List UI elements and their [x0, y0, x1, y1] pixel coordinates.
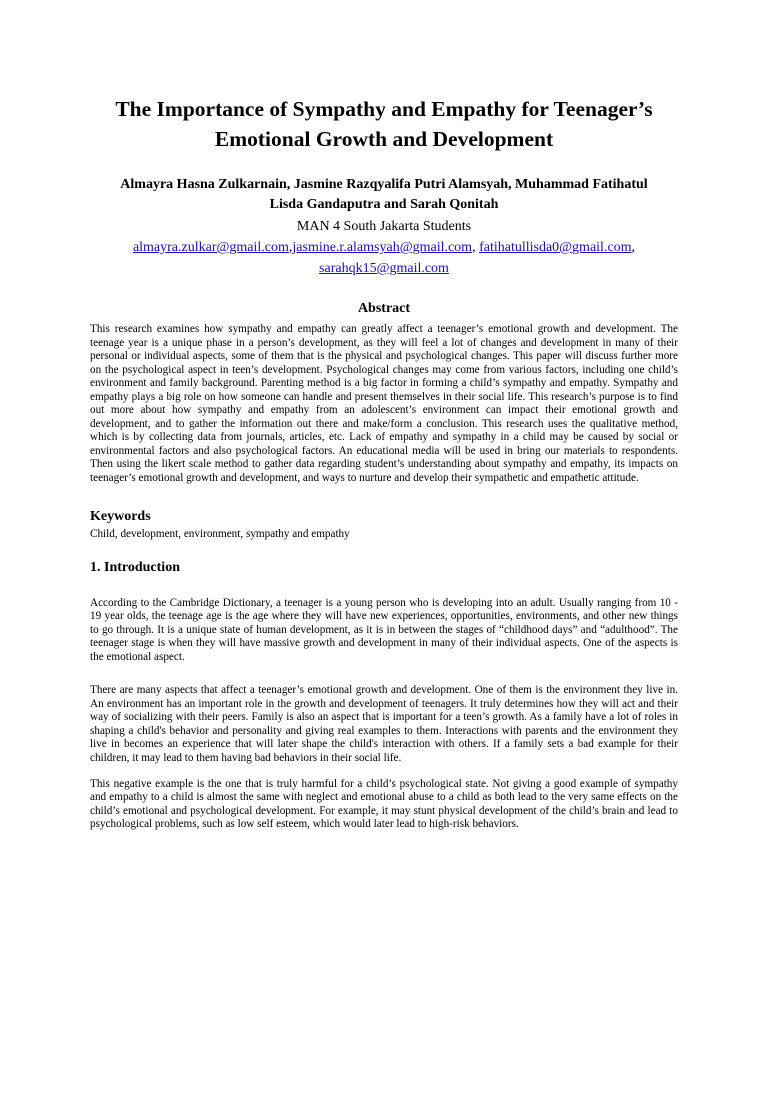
email-link-4[interactable]: sarahqk15@gmail.com — [319, 261, 449, 276]
authors-line-1: Almayra Hasna Zulkarnain, Jasmine Razqyalifa Putri Alamsyah, Muhammad Fatihatul — [120, 177, 648, 192]
paper-page — [0, 94, 768, 1118]
paper-title — [90, 94, 678, 154]
email-link-2[interactable]: jasmine.r.alamsyah@gmail.com — [292, 240, 473, 255]
title-line-1: The Importance of Sympathy and Empathy for Teenager’s — [115, 97, 653, 121]
emails-line-1: almayra.zulkar@gmail.com,jasmine.r.alamsyah@gmail.com, fatihatullisda0@gmail.com, — [132, 240, 636, 255]
keywords-heading: Keywords — [90, 508, 151, 524]
abstract-text: This research examines how sympathy and empathy can greatly affect a teenager’s emotional growth and development. The teenage year is a unique phase in a person’s development, as they will feel a lot of changes and development in many of their personal or individual aspects, some of them that is the physical and psychological changes. This paper will discuss further more on the psychological aspect in teen’s development. Psychological changes may come from various factors, including one child’s environment and family background. Parenting method is a big factor in forming a child’s sympathy and empathy. Sympathy and empathy plays a big role on how someone can handle and present themselves in their social life. This research’s purpose is to find out more about how sympathy and empathy from an adolescent’s environment can impact their emotional growth and development, and to gather the information out there and make/form a conclusion. This research uses the qualitative method, which is by collecting data from journals, articles, etc. Lack of empathy and sympathy in a child may be caused by social or environmental factors and also psychological factors. An educational media will be used in bring our materials to respondents. Then using the likert scale method to gather data regarding student’s understanding about sympathy and empathy, its impacts on teenager’s emotional growth and development, and ways to nurture and develop their sympathetic and empathetic attitude. — [90, 323, 678, 485]
email-link-3[interactable]: fatihatullisda0@gmail.com — [479, 240, 632, 255]
author-emails — [90, 237, 678, 279]
intro-paragraph-2: There are many aspects that affect a teenager’s emotional growth and development. One of them is the environment they live in. An environment has an important role in the growth and development of teenagers. It truly determines how they will act and their way of socializing with their peers. Family is also an aspect that is important for a teen’s growth. As a family have a lot of roles in shaping a child's behavior and personality and giving real examples to them. Interactions with parents and the environment they live in becomes an experience that will later shape the child's interaction with others. If a family sets a bad example for their children, it may lead to them having bad behaviors in their social life. — [90, 684, 678, 765]
emails-line-2 — [90, 258, 678, 279]
keywords-text: Child, development, environment, sympathy and empathy — [90, 527, 350, 540]
introduction-heading: 1. Introduction — [90, 559, 180, 575]
author-list — [90, 175, 678, 215]
affiliation: MAN 4 South Jakarta Students — [296, 219, 472, 234]
title-line-2: Emotional Growth and Development — [214, 127, 554, 151]
abstract-heading: Abstract — [357, 301, 411, 316]
authors-line-2: Lisda Gandaputra and Sarah Qonitah — [269, 197, 499, 212]
intro-paragraph-3: This negative example is the one that is truly harmful for a child’s psychological state. Not giving a good example of sympathy and empathy to a child is almost the same with neglect and emotional abuse to a child as both lead to the very same effects on the child’s emotional and psychological development. For example, it may stunt physical development of the child’s brain and lead to psychological problems, such as low self esteem, which would later lead to high-risk behaviors. — [90, 777, 678, 831]
email-link-1[interactable]: almayra.zulkar@gmail.com — [132, 240, 289, 255]
intro-paragraph-1: According to the Cambridge Dictionary, a teenager is a young person who is developing into an adult. Usually ranging from 10 - 19 year olds, the teenage age is the age where they will have new experiences, opportunities, environments, and other new things to go through. It is a unique state of human development, as it is in between the stages of “childhood days” and “adulthood”. The teenager stage is when they will have massive growth and development in many of their individual aspects. One of the aspects is the emotional aspect. — [90, 596, 678, 663]
